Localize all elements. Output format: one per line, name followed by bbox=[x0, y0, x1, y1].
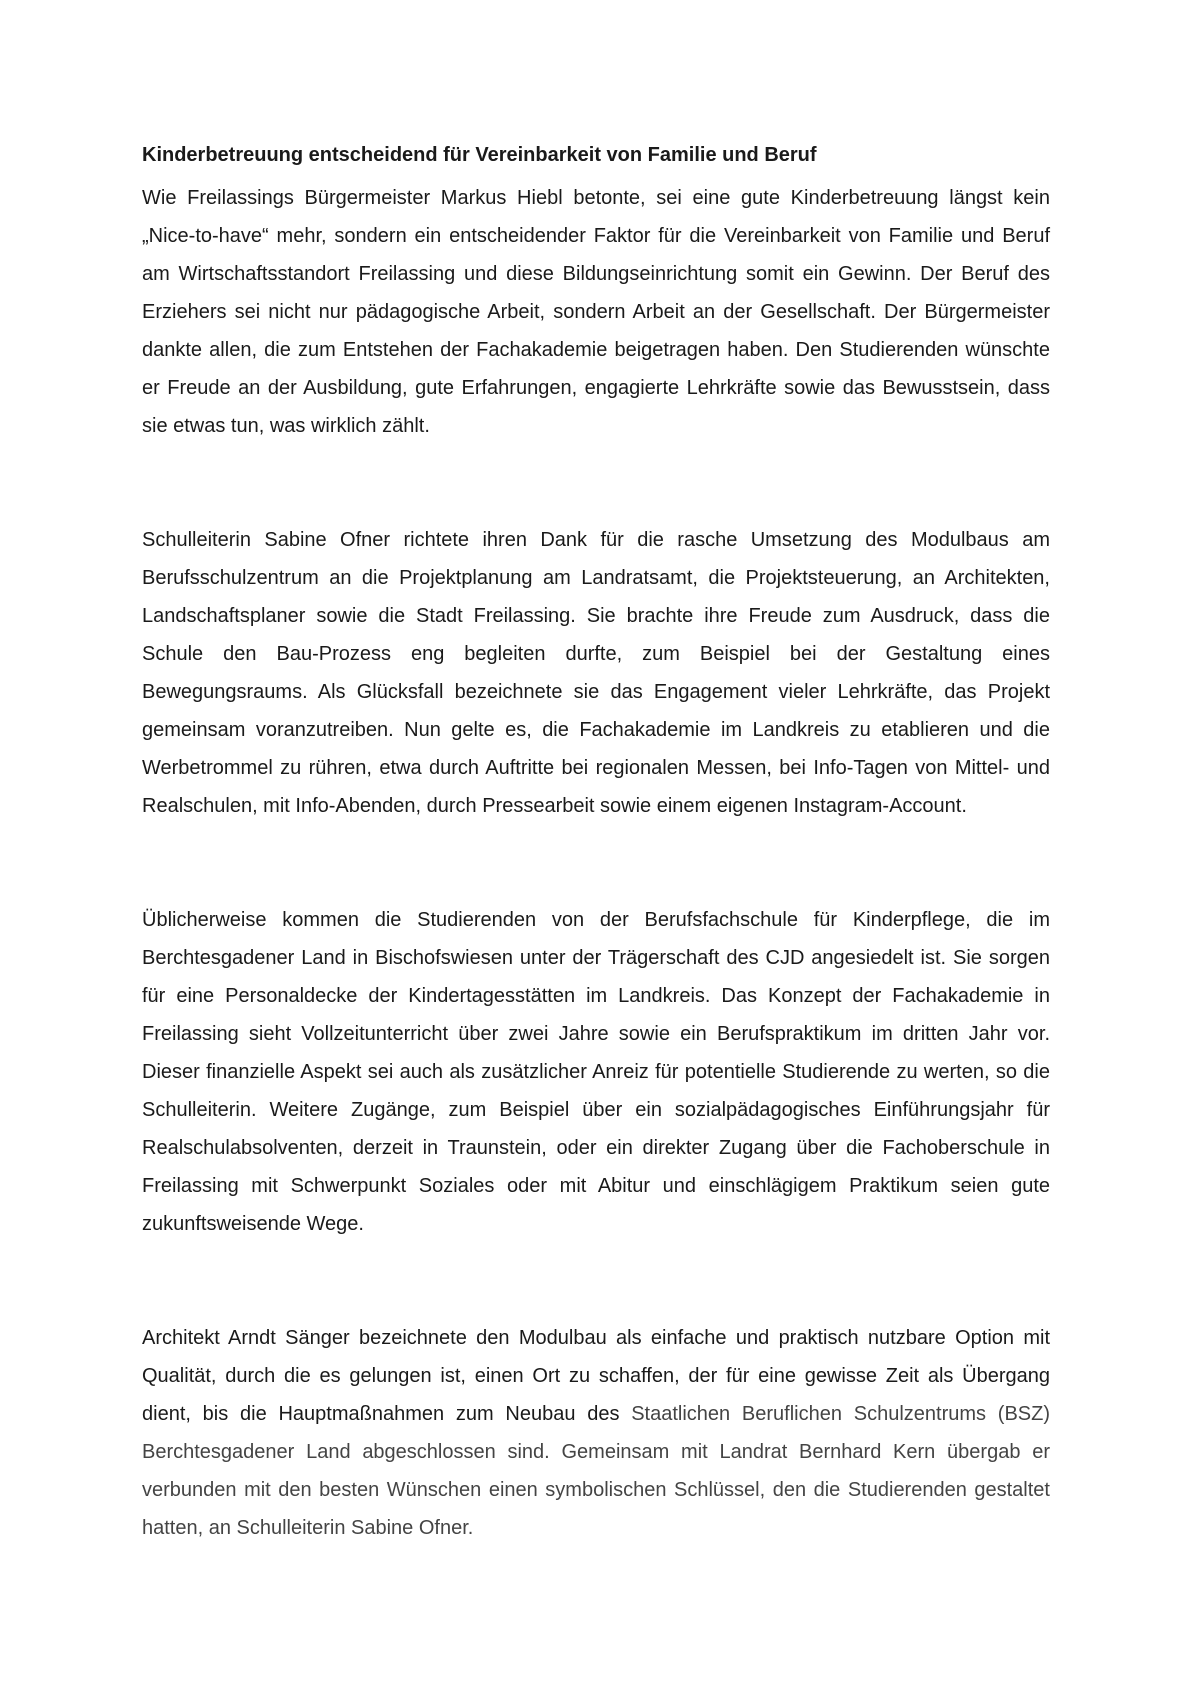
paragraph-study-access: Üblicherweise kommen die Studierenden von der Berufsfachschule für Kinderpflege, die im Berchtesgadener Land in Bischofswiesen unter der Trägerschaft des CJD angesiedelt ist. Sie sorgen für eine Personaldecke der Kindertagesstätten im Landkreis. Das Konzept der Fachakademie in Freilassing sieht Vollzeitunterricht über zwei Jahre sowie ein Berufspraktikum im dritten Jahr vor. Dieser finanzielle Aspekt sei auch als zusätzlicher Anreiz für potentielle Studierende zu werten, so die Schulleiterin. Weitere Zugänge, zum Beispiel über ein sozialpädagogisches Einführungsjahr für Realschulabsolventen, derzeit in Traunstein, oder ein direkter Zugang über die Fachoberschule in Freilassing mit Schwerpunkt Soziales oder mit Abitur und einschlägigem Praktikum seien gute zukunftsweisende Wege. bbox=[142, 909, 1050, 1235]
paragraph-mayor-statement: Wie Freilassings Bürgermeister Markus Hiebl betonte, sei eine gute Kinderbetreuung längst kein „Nice-to-have“ mehr, sondern ein entscheidender Faktor für die Vereinbarkeit von Familie und Beruf am Wirtschaftsstandort Freilassing und diese Bildungseinrichtung somit ein Gewinn. Der Beruf des Erziehers sei nicht nur pädagogische Arbeit, sondern Arbeit an der Gesellschaft. Der Bürgermeister dankte allen, die zum Entstehen der Fachakademie beigetragen haben. Den Studierenden wünschte er Freude an der Ausbildung, gute Erfahrungen, engagierte Lehrkräfte sowie das Bewusstsein, dass sie etwas tun, was wirklich zählt. bbox=[142, 187, 1050, 437]
article-heading: Kinderbetreuung entscheidend für Vereinbarkeit von Familie und Beruf bbox=[142, 144, 817, 166]
paragraph-architect-statement bbox=[142, 1319, 1050, 1547]
document-body bbox=[142, 141, 1050, 1547]
paragraph-architect-text-part1: Architekt Arndt Sänger bezeichnete den Modulbau als einfache und praktisch nutzbare Option mit Qualität, durch die es gelungen ist, einen Ort zu schaffen, der für eine gewisse Zeit als Übergang dient, bis die Hauptmaßnahmen zum Neubau des bbox=[142, 1327, 1050, 1425]
paragraph-architect-text-part2: Staatlichen Beruflichen Schulzentrums (BSZ) Berchtesgadener Land abgeschlossen sind. Gemeinsam mit Landrat Bernhard Kern übergab er verbunden mit den besten Wünschen einen symbolischen Schlüssel, den die Studierenden gestaltet hatten, an Schulleiterin Sabine Ofner. bbox=[142, 1403, 1050, 1539]
paragraph-principal-statement: Schulleiterin Sabine Ofner richtete ihren Dank für die rasche Umsetzung des Modulbaus am Berufsschulzentrum an die Projektplanung am Landratsamt, die Projektsteuerung, an Architekten, Landschaftsplaner sowie die Stadt Freilassing. Sie brachte ihre Freude zum Ausdruck, dass die Schule den Bau-Prozess eng begleiten durfte, zum Beispiel bei der Gestaltung eines Bewegungsraums. Als Glücksfall bezeichnete sie das Engagement vieler Lehrkräfte, das Projekt gemeinsam voranzutreiben. Nun gelte es, die Fachakademie im Landkreis zu etablieren und die Werbetrommel zu rühren, etwa durch Auftritte bei regionalen Messen, bei Info-Tagen von Mittel- und Realschulen, mit Info-Abenden, durch Pressearbeit sowie einem eigenen Instagram-Account. bbox=[142, 529, 1050, 817]
